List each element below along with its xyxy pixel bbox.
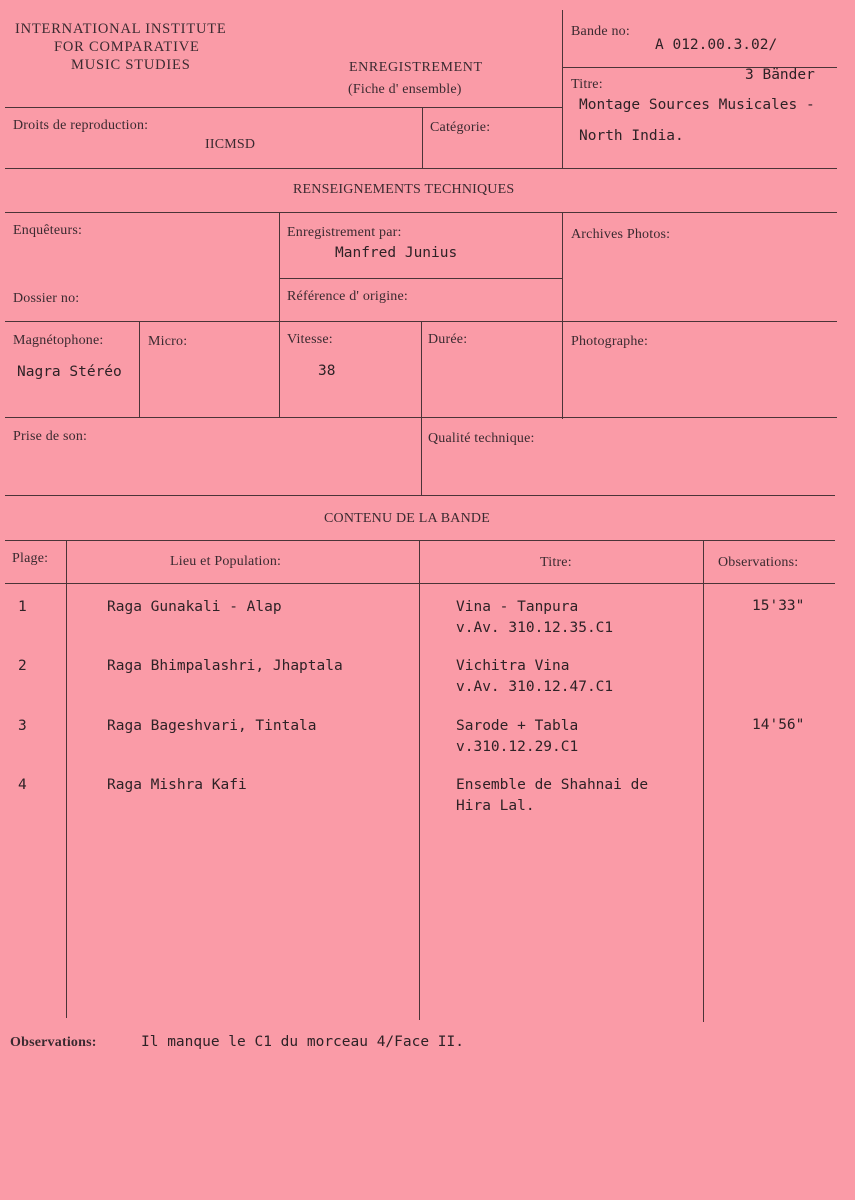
titre-note: 3 Bänder <box>745 67 815 83</box>
rule <box>422 107 423 168</box>
vitesse-label: Vitesse: <box>287 332 333 347</box>
row-1-titre-line-1: Vina - Tanpura <box>456 599 579 615</box>
rule <box>5 583 835 584</box>
col-header-observations: Observations: <box>718 555 799 570</box>
rule <box>5 168 837 169</box>
micro-label: Micro: <box>148 334 188 349</box>
droits-label: Droits de reproduction: <box>13 118 149 133</box>
row-4-lieu: Raga Mishra Kafi <box>107 777 247 793</box>
row-4-titre-line-1: Ensemble de Shahnai de <box>456 777 649 793</box>
magnetophone-label: Magnétophone: <box>13 333 104 348</box>
rule <box>562 212 563 419</box>
droits-value: IICMSD <box>205 137 256 152</box>
form-title: ENREGISTREMENT <box>349 60 483 75</box>
row-2-titre-line-1: Vichitra Vina <box>456 658 570 674</box>
observations-footer-label: Observations: <box>10 1035 97 1050</box>
rule <box>5 540 835 541</box>
qualite-technique-label: Qualité technique: <box>428 431 535 446</box>
dossier-label: Dossier no: <box>13 291 80 306</box>
magnetophone-value: Nagra Stéréo <box>17 364 122 380</box>
row-1-lieu: Raga Gunakali - Alap <box>107 599 282 615</box>
row-3-plage: 3 <box>18 718 27 734</box>
col-header-titre: Titre: <box>540 555 572 570</box>
bande-value: A 012.00.3.02/ <box>655 37 778 53</box>
vitesse-value: 38 <box>318 363 336 379</box>
row-1-observation: 15'33" <box>752 598 805 614</box>
bande-label: Bande no: <box>571 24 630 39</box>
enregistrement-label: Enregistrement par: <box>287 225 402 240</box>
col-header-lieu: Lieu et Population: <box>170 554 282 569</box>
reference-label: Référence d' origine: <box>287 289 408 304</box>
enregistrement-value: Manfred Junius <box>335 245 458 261</box>
rule <box>5 107 562 108</box>
row-3-lieu: Raga Bageshvari, Tintala <box>107 718 317 734</box>
row-1-titre-line-2: v.Av. 310.12.35.C1 <box>456 620 614 636</box>
rule <box>66 540 67 1018</box>
rule <box>562 10 563 168</box>
row-4-plage: 4 <box>18 777 27 793</box>
institute-name-line-1: INTERNATIONAL INSTITUTE <box>15 21 227 37</box>
content-section-title: CONTENU DE LA BANDE <box>324 511 490 526</box>
enqueteurs-label: Enquêteurs: <box>13 223 83 238</box>
technical-section-title: RENSEIGNEMENTS TECHNIQUES <box>293 182 515 197</box>
archives-label: Archives Photos: <box>571 227 671 242</box>
row-3-observation: 14'56" <box>752 717 805 733</box>
categorie-label: Catégorie: <box>430 120 491 135</box>
rule <box>421 321 422 496</box>
rule <box>5 495 835 496</box>
row-1-plage: 1 <box>18 599 27 615</box>
prise-de-son-label: Prise de son: <box>13 429 88 444</box>
institute-name-line-2: FOR COMPARATIVE <box>54 39 200 55</box>
row-3-titre-line-1: Sarode + Tabla <box>456 718 579 734</box>
rule <box>139 321 140 417</box>
titre-value-1: Montage Sources Musicales - <box>579 97 815 113</box>
rule <box>5 212 837 213</box>
rule <box>703 540 704 1022</box>
form-subtitle: (Fiche d' ensemble) <box>348 82 462 97</box>
row-2-lieu: Raga Bhimpalashri, Jhaptala <box>107 658 343 674</box>
row-2-plage: 2 <box>18 658 27 674</box>
rule <box>279 278 562 279</box>
institute-name-line-3: MUSIC STUDIES <box>71 57 191 73</box>
rule <box>419 540 420 1020</box>
titre-value-2: North India. <box>579 128 684 144</box>
col-header-plage: Plage: <box>12 551 49 566</box>
row-4-titre-line-2: Hira Lal. <box>456 798 535 814</box>
rule <box>279 212 280 417</box>
observations-footer-value: Il manque le C1 du morceau 4/Face II. <box>141 1034 465 1050</box>
row-3-titre-line-2: v.310.12.29.C1 <box>456 739 579 755</box>
titre-label: Titre: <box>571 77 603 92</box>
duree-label: Durée: <box>428 332 468 347</box>
rule <box>5 417 837 418</box>
row-2-titre-line-2: v.Av. 310.12.47.C1 <box>456 679 614 695</box>
photographe-label: Photographe: <box>571 334 649 349</box>
